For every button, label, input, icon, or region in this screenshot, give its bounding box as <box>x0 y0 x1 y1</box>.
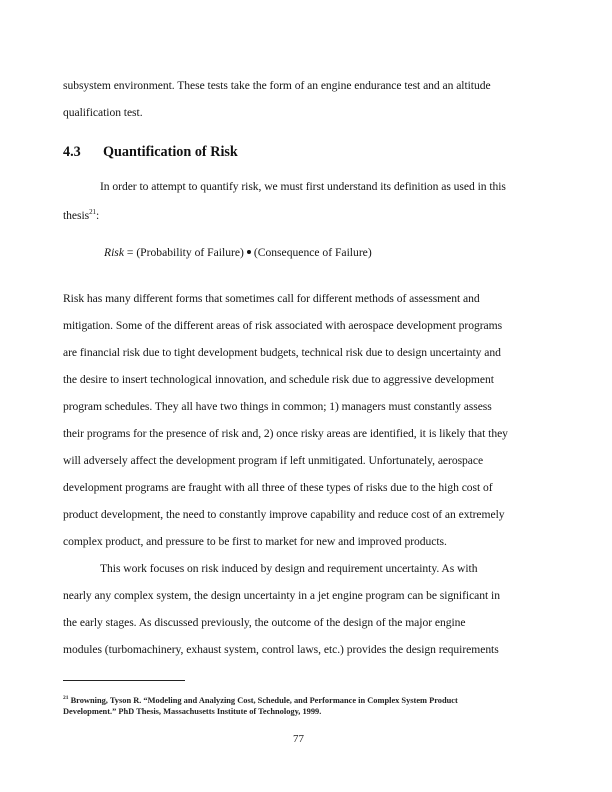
body-line: qualification test. <box>63 106 143 119</box>
paragraph-line: Risk has many different forms that sometimes call for different methods of assessment and <box>63 292 480 305</box>
formula-equals: = <box>123 246 137 259</box>
footnote-number: 21 <box>63 695 69 702</box>
paragraph-line: modules (turbomachinery, exhaust system, control laws, etc.) provides the design requirements <box>63 643 499 656</box>
intro-text: thesis <box>63 209 90 222</box>
section-title: Quantification of Risk <box>103 144 238 160</box>
paragraph-line: their programs for the presence of risk and, 2) once risky areas are identified, it is likely that they <box>63 427 508 440</box>
footnote-reference: 21 <box>89 208 97 217</box>
paragraph-line: development programs are fraught with all three of these types of risks due to the high cost of <box>63 481 493 494</box>
footnote-separator <box>63 680 185 681</box>
intro-line: In order to attempt to quantify risk, we must first understand its definition as used in this <box>100 180 506 193</box>
multiplication-dot <box>247 250 251 254</box>
paragraph-line: the early stages. As discussed previously, the outcome of the design of the major engine <box>63 616 466 629</box>
section-number: 4.3 <box>63 144 81 160</box>
section-heading <box>63 144 238 161</box>
paragraph-line: the desire to insert technological innovation, and schedule risk due to aggressive development <box>63 373 494 386</box>
paragraph-line: nearly any complex system, the design uncertainty in a jet engine program can be significant in <box>63 589 500 602</box>
formula-lhs: Risk <box>104 246 124 259</box>
paragraph-line: product development, the need to constantly improve capability and reduce cost of an extremely <box>63 508 505 521</box>
footnote-text: Browning, Tyson R. “Modeling and Analyzing Cost, Schedule, and Performance in Complex System Product <box>68 696 458 705</box>
paragraph-line: This work focuses on risk induced by design and requirement uncertainty. As with <box>100 562 478 575</box>
formula-term-probability: (Probability of Failure) <box>136 246 244 259</box>
body-line: subsystem environment. These tests take the form of an engine endurance test and an altitude <box>63 79 491 92</box>
page-number: 77 <box>293 733 304 745</box>
formula-term-consequence: (Consequence of Failure) <box>253 246 372 259</box>
paragraph-line: will adversely affect the development program if left unmitigated. Unfortunately, aerospace <box>63 454 484 467</box>
paragraph-line: complex product, and pressure to be first to market for new and improved products. <box>63 535 447 548</box>
paragraph-line: mitigation. Some of the different areas of risk associated with aerospace development programs <box>63 319 503 332</box>
paragraph-line: are financial risk due to tight development budgets, technical risk due to design uncertainty and <box>63 346 501 359</box>
footnote-line-2: Development.” PhD Thesis, Massachusetts Institute of Technology, 1999. <box>63 707 322 716</box>
footnote-line-1 <box>63 695 458 706</box>
paragraph-line: program schedules. They all have two things in common; 1) managers must constantly assess <box>63 400 492 413</box>
intro-line-2 <box>63 209 99 223</box>
risk-formula <box>104 246 372 259</box>
intro-tail: : <box>96 209 100 222</box>
